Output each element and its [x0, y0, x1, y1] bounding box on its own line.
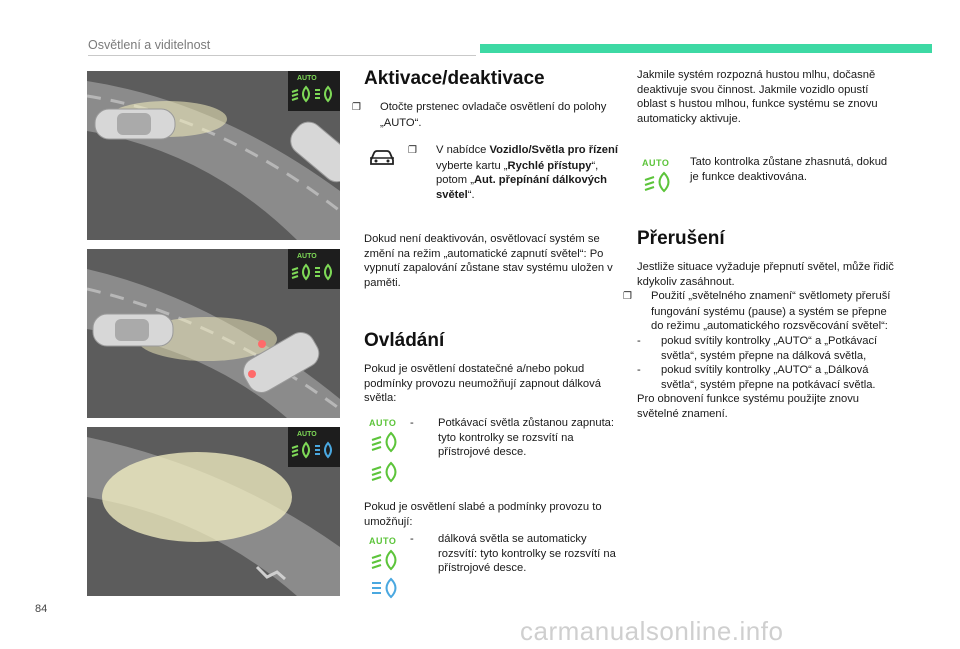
low-beam-icon — [642, 171, 676, 193]
fog-text: Jakmile systém rozpozná hustou mlhu, dočasně deaktivuje svou činnost. Jakmile vozidlo opustí oblast s hustou mlhou, funkce systému se znovu automaticky aktivuje. — [637, 69, 878, 125]
high-beam-icon — [315, 87, 331, 101]
illustration-low-beam-oncoming — [87, 71, 340, 240]
control-intro: Pokud je osvětlení dostatečné a/nebo pokud podmínky provozu neumožňují zapnout dálková světla: — [364, 363, 601, 405]
high-beam-icon — [315, 265, 331, 279]
car-left-icon — [95, 109, 175, 139]
bullet-arrow-icon: ❐ — [352, 102, 361, 113]
car-left-icon — [93, 314, 173, 346]
interruption-sub1: - pokud svítily kontrolky „AUTO“ a „Potkávací světla“, systém přepne na dálková světla, — [637, 334, 878, 362]
auto-indicator-icon: AUTO — [642, 158, 670, 168]
auto-indicator-icon: AUTO — [297, 431, 317, 438]
interruption-sub2: - pokud svítily kontrolky „AUTO“ a „Dálková světla“, systém přepne na potkávací světla. — [637, 364, 876, 391]
indicator-note: Tato kontrolka zůstane zhasnutá, dokud je funkce deaktivována. — [690, 156, 888, 183]
control-intro2: Pokud je osvětlení slabé a podmínky provozu to umožňují: — [364, 501, 602, 528]
interruption-text — [623, 260, 899, 422]
auto-indicator-icon: AUTO — [369, 536, 397, 546]
vehicle-menu-icon — [368, 146, 396, 168]
dashboard-indicators — [288, 249, 340, 289]
illustration-high-beam — [87, 427, 340, 596]
high-beam-icon — [315, 443, 331, 457]
low-beam-icon — [369, 549, 403, 571]
low-beam-icon — [292, 265, 309, 279]
interruption-intro: Jestliže situace vyžaduje přepnutí světel, může řidič kdykoliv zasáhnout. — [637, 261, 894, 288]
activation-step2: ❐ V nabídce Vozidlo/Světla pro řízení vyberte kartu „Rychlé přístupy“, potom „Aut. přepínání dálkových světel“. — [408, 144, 618, 201]
section-title-control: Ovládání — [364, 330, 445, 351]
illustration-low-beam-preceding — [87, 249, 340, 418]
activation-note: Dokud není deaktivován, osvětlovací systém se změní na režim „automatické zapnutí světel“: Po vypnutí zapalování zůstane stav systému uložen v paměti. — [364, 233, 613, 289]
interruption-bullet: ❐ Použití „světelného znamení“ světlomety přeruší fungování systému (pause) a systém se přepne do režimu „automatického rozsvěcování světel“: — [623, 290, 891, 333]
header-divider — [88, 55, 476, 56]
control-item2: - dálková světla se automaticky rozsvítí: tyto kontrolky se rozsvítí na přístrojové desce. — [410, 533, 616, 575]
dashboard-indicators — [288, 427, 340, 467]
page-number: 84 — [35, 603, 48, 615]
chapter-color-bar — [480, 44, 932, 53]
indicator-group-high-beam — [369, 536, 403, 599]
bullet-arrow-icon: ❐ — [623, 291, 632, 303]
bullet-arrow-icon: ❐ — [408, 145, 417, 156]
control-item1: - Potkávací světla zůstanou zapnuta: tyto kontrolky se rozsvítí na přístrojové desce. — [410, 417, 615, 459]
low-beam-icon — [292, 443, 309, 457]
auto-indicator-icon: AUTO — [369, 418, 397, 428]
low-beam-icon — [292, 87, 309, 101]
low-beam-icon — [369, 461, 403, 483]
activation-step1: ❐ Otočte prstenec ovladače osvětlení do polohy „AUTO“. — [352, 101, 607, 129]
low-beam-icon — [369, 431, 403, 453]
auto-indicator-icon: AUTO — [297, 253, 317, 260]
watermark: carmanualsonline.info — [520, 616, 784, 646]
section-title-interruption: Přerušení — [637, 228, 725, 249]
auto-indicator-off — [642, 158, 676, 193]
high-beam-icon — [369, 577, 403, 599]
section-title-activation: Aktivace/deaktivace — [364, 68, 545, 89]
auto-indicator-icon: AUTO — [297, 75, 317, 82]
chapter-title: Osvětlení a viditelnost — [88, 38, 211, 52]
indicator-group-low-beam — [369, 418, 403, 483]
dashboard-indicators — [288, 71, 340, 111]
interruption-outro: Pro obnovení funkce systému použijte znovu světelné znamení. — [637, 393, 860, 420]
